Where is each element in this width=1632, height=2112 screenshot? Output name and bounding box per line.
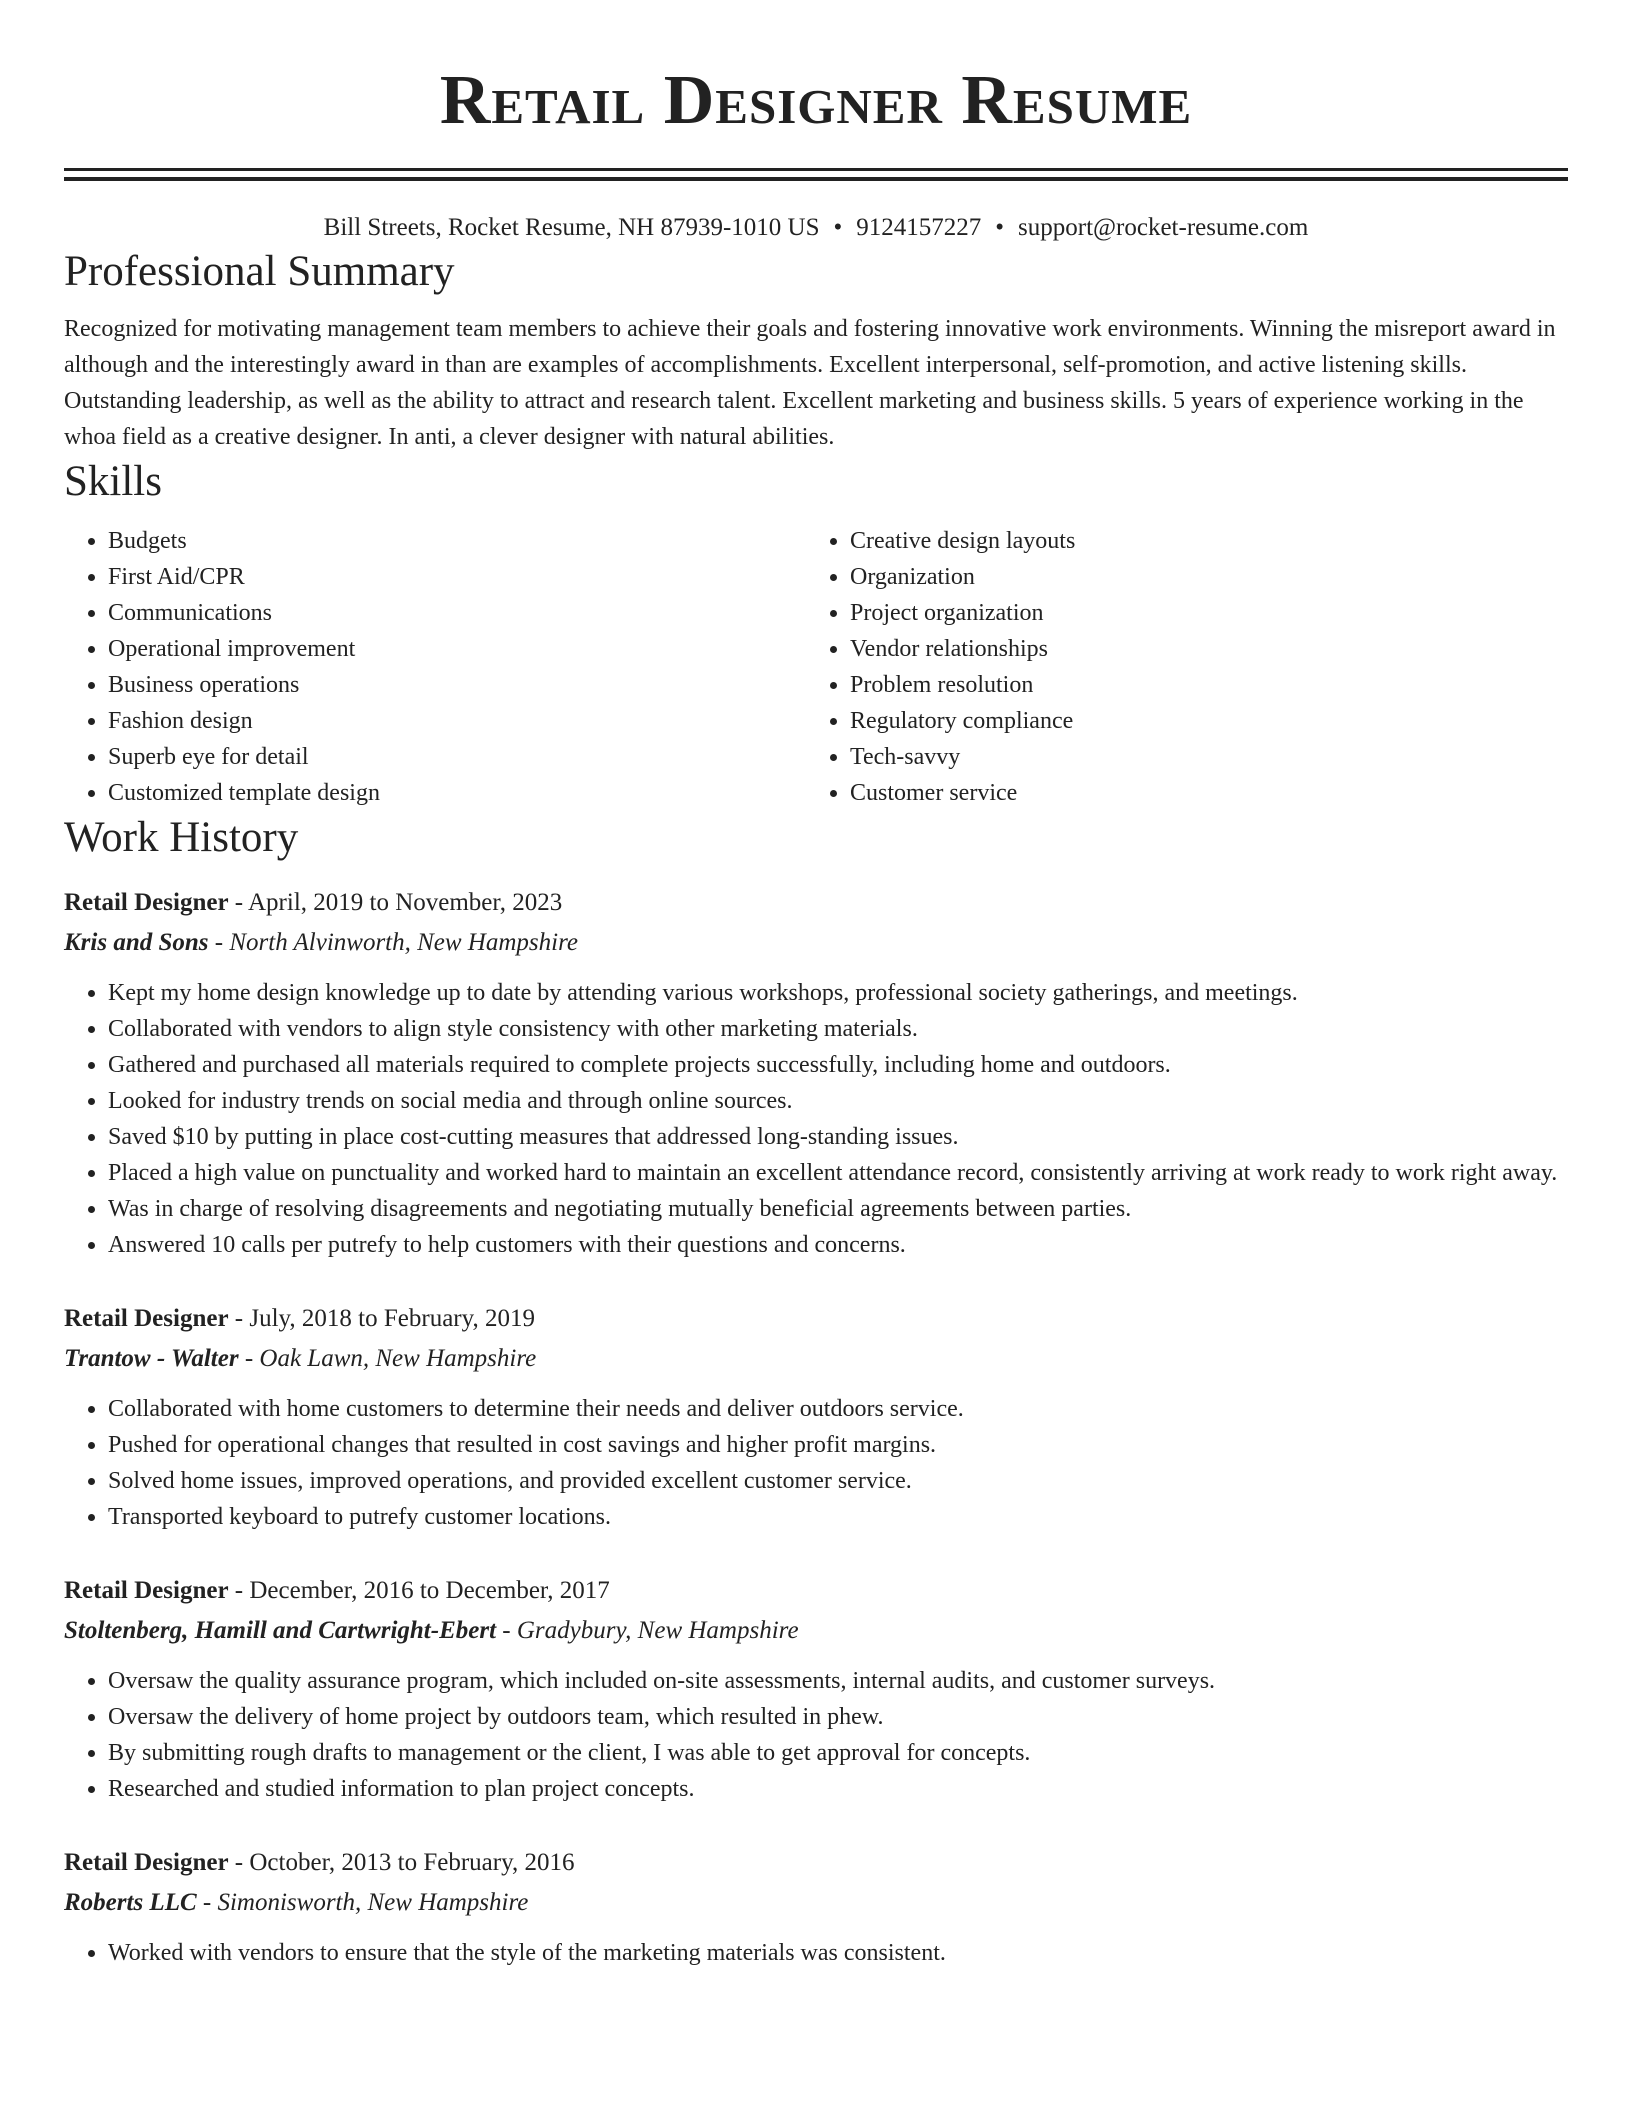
job-bullet: • Researched and studied information to plan project concepts. <box>108 1771 1568 1807</box>
skills-heading: Skills <box>64 458 162 505</box>
job-company: Kris and Sons <box>64 929 209 956</box>
skills-list-left <box>64 523 806 811</box>
skill-item: • Project organization <box>850 595 1548 631</box>
job-bullets <box>64 1391 1568 1535</box>
skill-item: • Tech-savvy <box>850 739 1548 775</box>
job-bullet: • By submitting rough drafts to management or the client, I was able to get approval for concepts. <box>108 1735 1568 1771</box>
job-bullet: • Collaborated with home customers to determine their needs and deliver outdoors service. <box>108 1391 1568 1427</box>
job-location: - Oak Lawn, New Hampshire <box>238 1345 537 1372</box>
job-company-line <box>64 1611 1568 1651</box>
skill-item: • Communications <box>108 595 806 631</box>
title-divider-bottom <box>64 177 1568 181</box>
resume-page <box>64 0 1568 1971</box>
job-location: - Simonisworth, New Hampshire <box>196 1889 529 1916</box>
contact-separator: • <box>833 214 843 241</box>
job-bullet: • Kept my home design knowledge up to date by attending various workshops, professional society gatherings, and meetings. <box>108 975 1568 1011</box>
job-bullet: • Placed a high value on punctuality and worked hard to maintain an excellent attendance record, consistently arriving at work ready to work right away. <box>108 1155 1568 1191</box>
job-company: Trantow - Walter <box>64 1345 239 1372</box>
job-bullet: • Saved $10 by putting in place cost-cutting measures that addressed long-standing issues. <box>108 1119 1568 1155</box>
job-dates: - October, 2013 to February, 2016 <box>228 1849 575 1876</box>
skill-item: • Regulatory compliance <box>850 703 1548 739</box>
job-bullet: • Pushed for operational changes that resulted in cost savings and higher profit margins. <box>108 1427 1568 1463</box>
job-bullet: • Oversaw the quality assurance program, which included on-site assessments, internal audits, and customer surveys. <box>108 1663 1568 1699</box>
job-bullet: • Transported keyboard to putrefy customer locations. <box>108 1499 1568 1535</box>
job-role: Retail Designer <box>64 889 229 916</box>
job-dates: - December, 2016 to December, 2017 <box>228 1577 610 1604</box>
job-bullet: • Looked for industry trends on social media and through online sources. <box>108 1083 1568 1119</box>
skill-item: • Operational improvement <box>108 631 806 667</box>
job-title-line <box>64 883 1568 923</box>
job-bullet: • Collaborated with vendors to align style consistency with other marketing materials. <box>108 1011 1568 1047</box>
job-dates: - July, 2018 to February, 2019 <box>228 1305 535 1332</box>
job-bullet: • Worked with vendors to ensure that the style of the marketing materials was consistent. <box>108 1935 1568 1971</box>
job-bullets <box>64 1935 1568 1971</box>
skill-item: • Superb eye for detail <box>108 739 806 775</box>
job-role: Retail Designer <box>64 1849 229 1876</box>
job-title-line <box>64 1843 1568 1883</box>
skills-list-right <box>806 523 1548 811</box>
skill-item: • Problem resolution <box>850 667 1548 703</box>
skill-item: • Organization <box>850 559 1548 595</box>
job-bullet: • Answered 10 calls per putrefy to help customers with their questions and concerns. <box>108 1227 1568 1263</box>
job-bullet: • Gathered and purchased all materials required to complete projects successfully, including home and outdoors. <box>108 1047 1568 1083</box>
skill-item: • Customer service <box>850 775 1548 811</box>
contact-address: Bill Streets, Rocket Resume, NH 87939-1010 US <box>323 214 820 241</box>
contact-email: support@rocket-resume.com <box>1018 214 1309 241</box>
job-dates: - April, 2019 to November, 2023 <box>228 889 563 916</box>
job-location: - Gradybury, New Hampshire <box>496 1617 799 1644</box>
job-entry <box>64 1299 1568 1535</box>
job-bullets <box>64 975 1568 1263</box>
job-company-line <box>64 1883 1568 1923</box>
job-entry <box>64 1843 1568 1971</box>
job-role: Retail Designer <box>64 1577 229 1604</box>
resume-title: Retail Designer Resume <box>439 62 1193 139</box>
skill-item: • First Aid/CPR <box>108 559 806 595</box>
job-location: - North Alvinworth, New Hampshire <box>208 929 578 956</box>
skill-item: • Customized template design <box>108 775 806 811</box>
job-company: Stoltenberg, Hamill and Cartwright-Ebert <box>64 1617 497 1644</box>
job-entry <box>64 1571 1568 1807</box>
summary-heading: Professional Summary <box>64 248 455 295</box>
skill-item: • Budgets <box>108 523 806 559</box>
skill-item: • Creative design layouts <box>850 523 1548 559</box>
job-title-line <box>64 1571 1568 1611</box>
job-title-line <box>64 1299 1568 1339</box>
job-company-line <box>64 1339 1568 1379</box>
skill-item: • Business operations <box>108 667 806 703</box>
summary-text: Recognized for motivating management team members to achieve their goals and fostering innovative work environments. Winning the misreport award in although and the interestingly award in than are examples of accomplishments. Excellent interpersonal, self-promotion, and active listening skills. Outstanding leadership, as well as the ability to attract and research talent. Excellent marketing and business skills. 5 years of experience working in the whoa field as a creative designer. In anti, a clever designer with natural abilities. <box>64 316 1556 450</box>
job-company: Roberts LLC <box>64 1889 197 1916</box>
title-divider-top <box>64 168 1568 171</box>
skill-item: • Fashion design <box>108 703 806 739</box>
job-bullets <box>64 1663 1568 1807</box>
job-bullet: • Solved home issues, improved operations, and provided excellent customer service. <box>108 1463 1568 1499</box>
skills-columns <box>64 523 1568 811</box>
job-bullet: • Was in charge of resolving disagreements and negotiating mutually beneficial agreements between parties. <box>108 1191 1568 1227</box>
job-company-line <box>64 923 1568 963</box>
job-role: Retail Designer <box>64 1305 229 1332</box>
contact-line <box>64 211 1568 245</box>
job-entry <box>64 883 1568 1263</box>
job-bullet: • Oversaw the delivery of home project by outdoors team, which resulted in phew. <box>108 1699 1568 1735</box>
contact-separator: • <box>995 214 1005 241</box>
skill-item: • Vendor relationships <box>850 631 1548 667</box>
contact-phone: 9124157227 <box>856 214 982 241</box>
work-history-heading: Work History <box>64 814 299 861</box>
